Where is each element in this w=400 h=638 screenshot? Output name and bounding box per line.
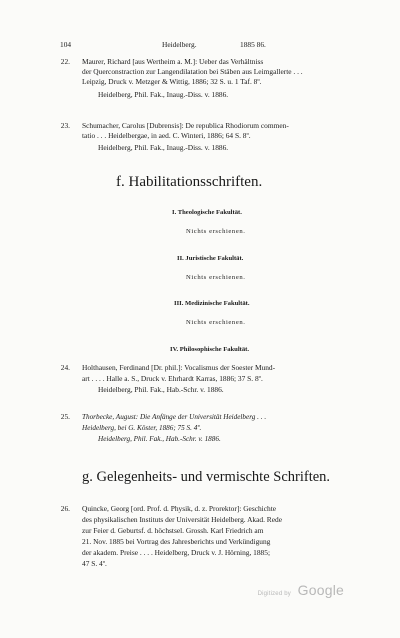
- entry-number: 22.: [60, 57, 70, 66]
- section-g-heading: g. Gelegenheits- und vermischte Schriften.: [82, 469, 331, 485]
- watermark-prefix: Digitized by: [257, 591, 291, 597]
- entry-line: Schumacher, Carolus [Dubrensis]: De republica Rhodiorum commen-: [82, 121, 289, 130]
- entry-line: Heidelberg, Phil. Fak., Hab.-Schr. v. 1886.: [98, 435, 221, 443]
- entry-line: tatio . . . Heidelbergae, in aed. C. Winteri, 1886; 64 S. 8º.: [82, 131, 251, 140]
- google-watermark: [258, 582, 344, 600]
- faculty-note: Nichts erschienen.: [186, 228, 246, 235]
- entry-line: 47 S. 4º.: [82, 559, 107, 568]
- faculty-title: IV. Philosophische Fakultät.: [170, 346, 250, 353]
- entry-number: 23.: [60, 121, 70, 130]
- entry-line: art . . . . Halle a. S., Druck v. Ehrhardt Karras, 1886; 37 S. 8º.: [82, 374, 263, 383]
- watermark-brand: Google: [297, 582, 344, 598]
- entry-line: Holthausen, Ferdinand [Dr. phil.]: Vocalismus der Soester Mund-: [82, 363, 276, 372]
- entry-line: Heidelberg, Phil. Fak., Inaug.-Diss. v. 1886.: [98, 143, 229, 152]
- entry-line: Heidelberg, Phil. Fak., Inaug.-Diss. v. 1886.: [98, 90, 229, 99]
- entry-number: 24.: [60, 363, 70, 372]
- entry-line: Leipzig, Druck v. Metzger & Wittig, 1886; 32 S. u. 1 Taf. 8º.: [82, 77, 262, 86]
- faculty-note: Nichts erschienen.: [186, 274, 246, 281]
- entry-line: Heidelberg, Phil. Fak., Hab.-Schr. v. 1886.: [98, 385, 224, 394]
- page-number: 104: [60, 40, 72, 49]
- running-years: 1885 86.: [240, 40, 266, 49]
- entry-line: Quincke, Georg [ord. Prof. d. Physik, d. z. Prorektor]: Geschichte: [82, 504, 277, 513]
- entry-line: der Querconstraction zur Langendilatation bei Stäben aus Leimgallerte . . .: [82, 67, 303, 76]
- running-title: Heidelberg.: [162, 40, 197, 49]
- entry-line: der akadem. Preise . . . . Heidelberg, Druck v. J. Hörning, 1885;: [82, 548, 271, 557]
- entry-line: des physikalischen Instituts der Universität Heidelberg. Akad. Rede: [82, 515, 282, 524]
- faculty-title: I. Theologische Fakultät.: [172, 209, 242, 216]
- entry-number: 26.: [60, 504, 70, 513]
- entry-line: 21. Nov. 1885 bei Vortrag des Jahresberichts und Verkündigung: [82, 537, 271, 546]
- entry-line: Maurer, Richard [aus Wertheim a. M.]: Ueber das Verhältniss: [82, 57, 264, 66]
- entry-line: zur Feier d. Geburtsf. d. höchstsel. Grossh. Karl Friedrich am: [82, 526, 264, 535]
- entry-line: Heidelberg, bei G. Köster, 1886; 75 S. 4º.: [82, 424, 202, 432]
- entry-number: 25.: [60, 412, 70, 421]
- faculty-title: II. Juristische Fakultät.: [177, 255, 244, 262]
- entry-line: Thorbecke, August: Die Anfänge der Universität Heidelberg . . .: [82, 413, 267, 421]
- faculty-note: Nichts erschienen.: [186, 319, 246, 326]
- section-f-heading: f. Habilitationsschriften.: [116, 174, 263, 190]
- faculty-title: III. Medizinische Fakultät.: [174, 300, 250, 307]
